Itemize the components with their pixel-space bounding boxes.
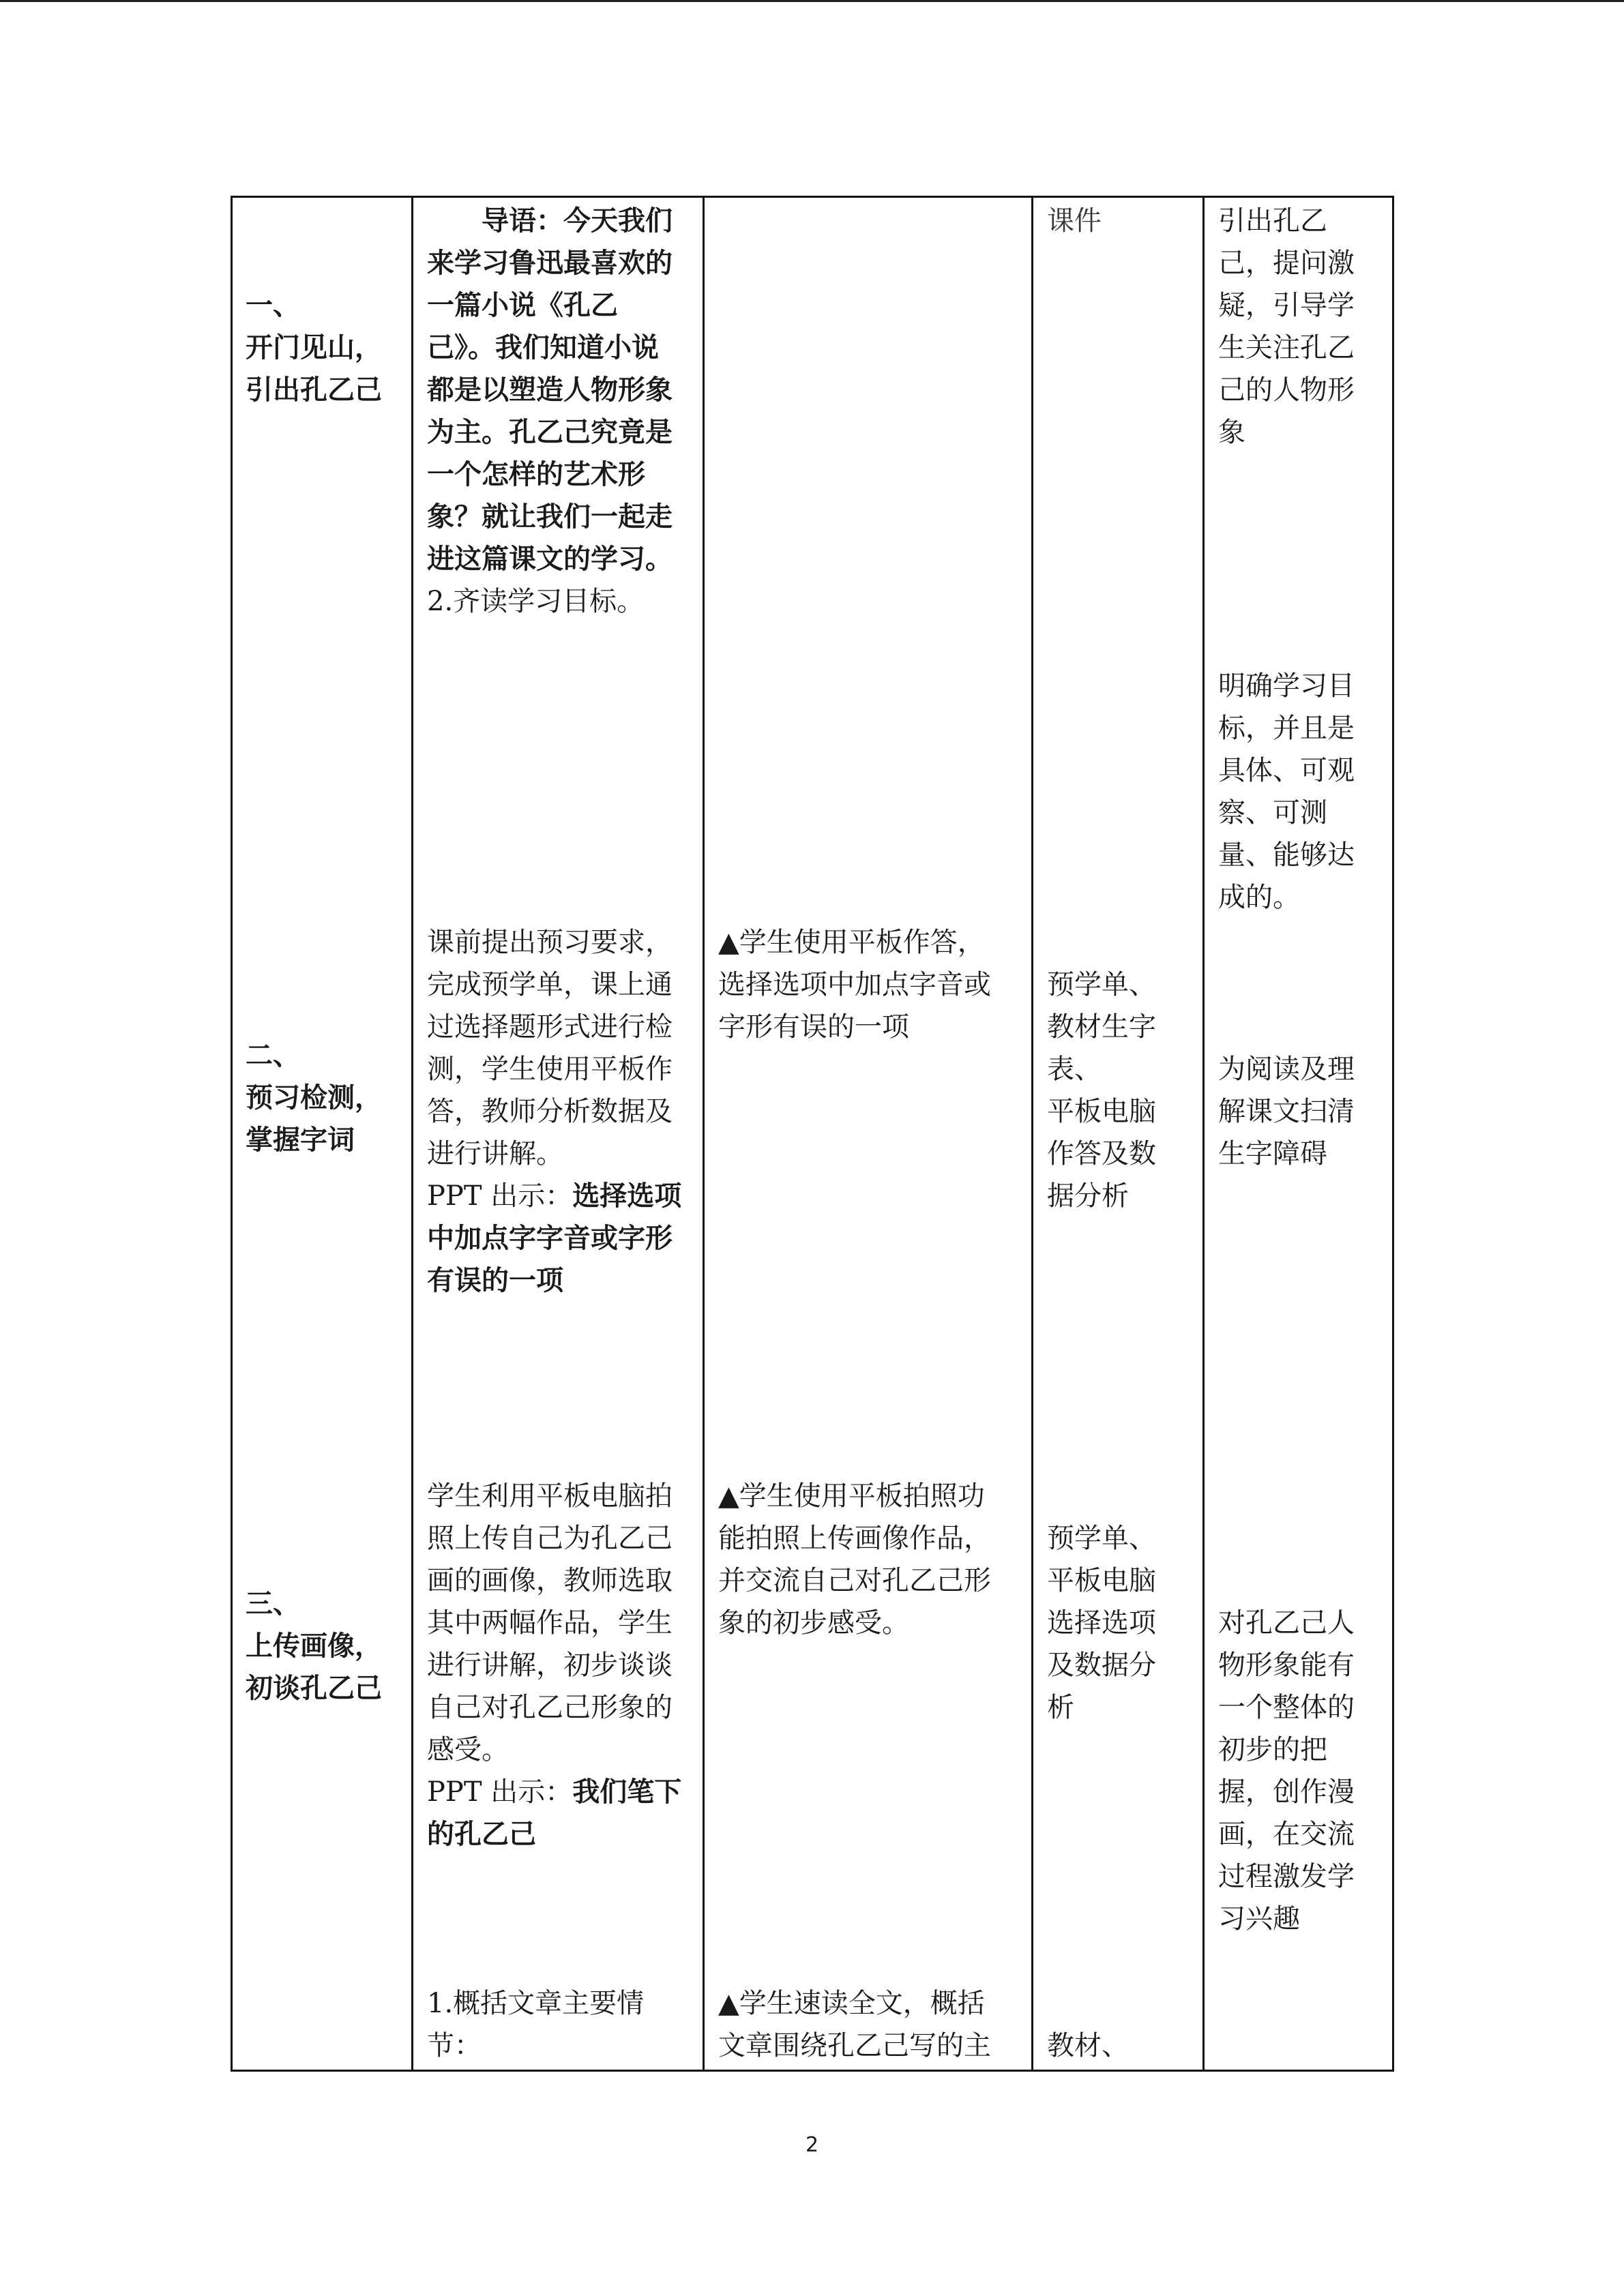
page-top-rule [0,0,1624,2]
resources-3: 预学单、 平板电脑 选择选项 及数据分 析 [1047,1523,1156,1723]
teacher-activity-3: 学生利用平板电脑拍 照上传自己为孔乙己 画的画像，教师选取 其中两幅作品，学生 进行讲解，初步谈谈 自己对孔乙己形象的 感受。 PPT 出示：我们笔下 的孔乙己 [427,1480,682,1850]
design-purpose-1b: 明确学习目 标，并且是 具体、可观 察、可测 量、能够达 成的。 [1218,670,1355,913]
design-purpose-1a: 引出孔乙 己，提问激 疑，引导学 生关注孔乙 己的人物形 象 [1218,205,1355,448]
resources-2: 预学单、 教材生字 表、 平板电脑 作答及数 据分析 [1047,969,1156,1212]
student-activity-4: ▲学生速读全文，概括 文章围绕孔乙己写的主 [718,1988,991,2061]
teacher-activity-1-extra: 2.齐读学习目标。 [427,586,645,617]
column-divider [231,196,233,2072]
column-divider [703,196,705,2072]
lesson-plan-table [231,196,1394,2072]
design-purpose-3: 对孔乙己人 物形象能有 一个整体的 初步的把 握，创作漫 画，在交流 过程激发学 习兴趣 [1218,1607,1355,1935]
teacher-activity-4: 1.概括文章主要情 节： [427,1988,645,2061]
column-divider [1392,196,1394,2072]
page-number: 2 [805,2133,819,2157]
column-divider [1031,196,1033,2072]
table-bottom-border [231,2070,1394,2072]
student-activity-3: ▲学生使用平板拍照功 能拍照上传画像作品， 并交流自己对孔乙己形 象的初步感受。 [718,1480,991,1639]
design-purpose-2: 为阅读及理 解课文扫清 生字障碍 [1218,1054,1355,1169]
column-divider [411,196,413,2072]
teacher-activity-2: 课前提出预习要求， 完成预学单，课上通 过选择题形式进行检 测，学生使用平板作 答，教师分析数据及 进行讲解。 PPT 出示：选择选项 中加点字字音或字形 有误的一项 [427,927,682,1296]
stage-heading-2: 二、 预习检测， 掌握字词 [246,1039,382,1156]
resources-1: 课件 [1047,205,1102,237]
resources-4: 教材、 [1047,2030,1129,2061]
table-top-border [231,196,1394,198]
student-activity-2: ▲学生使用平板作答， 选择选项中加点字音或 字形有误的一项 [718,927,991,1043]
teacher-activity-1: 导语：今天我们 来学习鲁迅最喜欢的 一篇小说《孔乙 己》。我们知道小说 都是以塑造人物形象 为主。孔乙己究竟是 一个怎样的艺术形 象？就让我们一起走 进这篇课文的学习。 [427,205,673,575]
column-divider [1202,196,1205,2072]
stage-heading-1: 一、 开门见山， 引出孔乙己 [246,289,382,406]
stage-heading-3: 三、 上传画像， 初谈孔乙己 [246,1587,382,1704]
